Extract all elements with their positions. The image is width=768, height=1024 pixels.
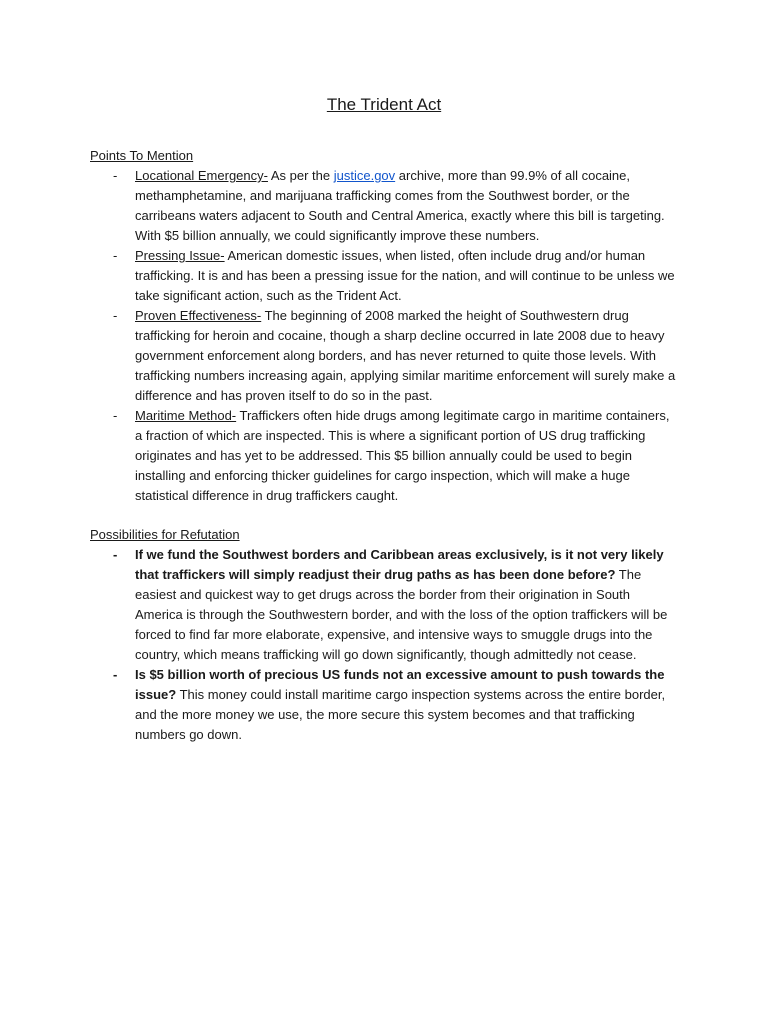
points-list [110,166,680,506]
refutation-list [110,545,680,745]
item-text: Traffickers often hide drugs among legitimate cargo in maritime containers, a fraction of which are inspected. This is where a significant portion of US drug trafficking originates and has yet to be addressed. This $5 billion annually could be used to begin installing and enforcing thicker guidelines for cargo inspection, which will make a huge statistical difference in drug traffickers caught. [135,408,670,503]
list-item [110,545,680,665]
list-item [110,246,680,306]
document-title: The Trident Act [326,95,442,114]
item-label: Pressing Issue- [135,248,225,263]
justice-gov-link[interactable]: justice.gov [333,168,396,183]
item-text: archive, more than 99.9% of all cocaine, methamphetamine, and marijuana trafficking comes from the Southwest border, or the carribeans waters adjacent to South and Central America, exactly where this bill is targeting. With $5 billion annually, we could significantly improve these numbers. [135,168,665,243]
bullet-dash: - [113,408,118,423]
bullet-dash: - [113,547,118,562]
item-text: As per the [267,168,334,183]
section-heading-points: Points To Mention [90,148,194,163]
bullet-dash: - [113,168,118,183]
item-text: American domestic issues, when listed, often include drug and/or human trafficking. It is and has been a pressing issue for the nation, and will continue to be unless we take significant action, such as the Trident Act. [135,248,675,303]
list-item [110,306,680,406]
bullet-dash: - [113,248,118,263]
refutation-question: Is $5 billion worth of precious US funds not an excessive amount to push towards the issue? [135,667,665,702]
item-label: Maritime Method- [135,408,237,423]
item-label: Proven Effectiveness- [135,308,262,323]
list-item [110,166,680,246]
item-label: Locational Emergency- [135,168,268,183]
list-item [110,406,680,506]
bullet-dash: - [113,308,118,323]
section-heading-refutation: Possibilities for Refutation [90,527,240,542]
refutation-answer: The easiest and quickest way to get drugs across the border from their origination in South America is through the Southwestern border, and with the loss of the option traffickers will be forced to find far more elaborate, expensive, and intensive ways to smuggle drugs into the country, which means trafficking will go down significantly, though admittedly not cease. [135,567,668,662]
list-item [110,665,680,745]
refutation-question: If we fund the Southwest borders and Caribbean areas exclusively, is it not very likely that traffickers will simply readjust their drug paths as has been done before? [135,547,664,582]
item-text: The beginning of 2008 marked the height of Southwestern drug trafficking for heroin and cocaine, though a sharp decline occurred in late 2008 due to heavy government enforcement along borders, and has never returned to quite those levels. With trafficking numbers increasing again, applying similar maritime enforcement will surely make a difference and has proven itself to do so in the past. [135,308,676,403]
refutation-answer: This money could install maritime cargo inspection systems across the entire border, and the more money we use, the more secure this system becomes and that trafficking numbers go down. [135,687,666,742]
bullet-dash: - [113,667,118,682]
